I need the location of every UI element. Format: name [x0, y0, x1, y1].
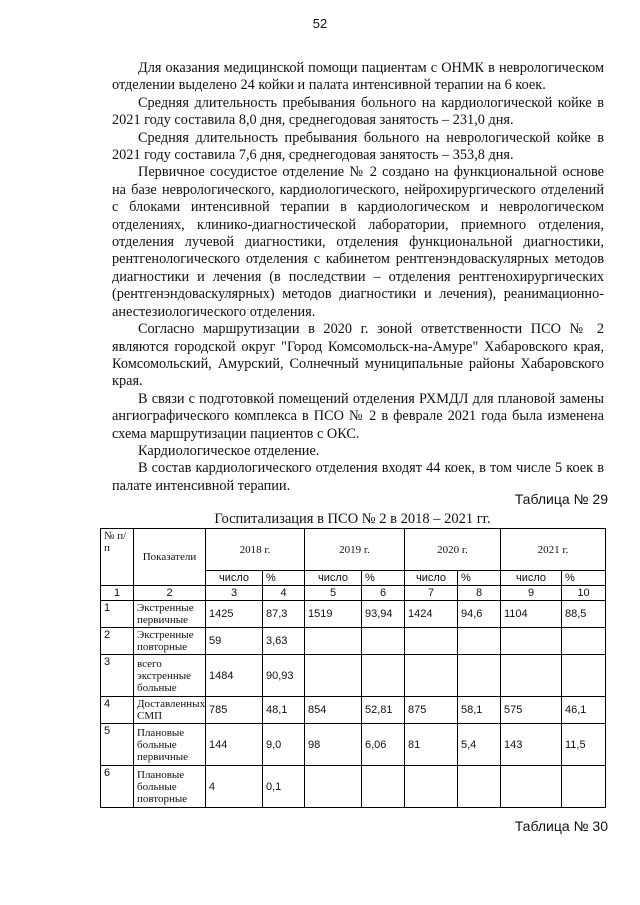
column-number: 4: [263, 586, 305, 601]
row-label: всего экстренные больные: [134, 655, 206, 697]
row-num: 2: [101, 628, 134, 655]
cell: 88,5: [562, 601, 606, 628]
cell: 11,5: [562, 724, 606, 766]
header-year: 2018 г.: [206, 529, 305, 571]
cell: [501, 655, 562, 697]
column-number: 5: [305, 586, 362, 601]
cell: [562, 766, 606, 808]
cell: 87,3: [263, 601, 305, 628]
header-indicator: Показатели: [134, 529, 206, 586]
cell: [362, 766, 405, 808]
cell: [305, 766, 362, 808]
row-num: 1: [101, 601, 134, 628]
subheader-pct: %: [458, 571, 501, 586]
cell: [458, 628, 501, 655]
paragraph: Первичное сосудистое отделение № 2 создано на функциональной основе на базе неврологического, кардиологического, нейрохирургического отделений с блоками интенсивной терапии в кардиологическом и неврологическом отделениях, клинико-диагностической лаборатории, приемного отделения, отделения лучевой диагностики, отделения функциональной диагностики, рентгенологического отделения с кабинетом рентгенэндоваскулярных методов диагностики и лечения (в последствии – отделения рентгенохирургических (рентгенэндоваскулярных) методов диагностики и лечения), реанимационно-анестезиологического отделения.: [112, 164, 604, 320]
cell: 4: [206, 766, 263, 808]
cell: 58,1: [458, 697, 501, 724]
cell: 875: [405, 697, 458, 724]
row-label: Экстренные первичные: [134, 601, 206, 628]
header-year: 2021 г.: [501, 529, 606, 571]
column-number: 9: [501, 586, 562, 601]
column-number: 7: [405, 586, 458, 601]
row-label: Плановые больные повторные: [134, 766, 206, 808]
cell: [405, 655, 458, 697]
cell: 143: [501, 724, 562, 766]
cell: 48,1: [263, 697, 305, 724]
table-row: [101, 766, 606, 808]
subheader-count: число: [501, 571, 562, 586]
table-30-caption: Таблица № 30: [514, 818, 608, 834]
cell: [362, 655, 405, 697]
column-number: 10: [562, 586, 606, 601]
cell: [405, 628, 458, 655]
paragraph: Кардиологическое отделение.: [138, 442, 320, 459]
cell: [501, 628, 562, 655]
column-number: 2: [134, 586, 206, 601]
cell: 93,94: [362, 601, 405, 628]
table-29-title: Госпитализация в ПСО № 2 в 2018 – 2021 гг.: [214, 511, 491, 527]
table-row: [101, 724, 606, 766]
cell: 90,93: [263, 655, 305, 697]
paragraph: Согласно маршрутизации в 2020 г. зоной ответственности ПСО № 2 являются городской округ "Город Комсомольск-на-Амуре" Хабаровского края, Комсомольский, Амурский, Солнечный муниципальные районы Хабаровского края.: [112, 321, 604, 390]
cell: 98: [305, 724, 362, 766]
cell: 46,1: [562, 697, 606, 724]
cell: 575: [501, 697, 562, 724]
column-number: 1: [101, 586, 134, 601]
cell: 1104: [501, 601, 562, 628]
cell: 3,63: [263, 628, 305, 655]
row-num: 6: [101, 766, 134, 808]
column-number-row: [101, 586, 606, 601]
header-year: 2020 г.: [405, 529, 501, 571]
hospitalization-table: [100, 528, 606, 808]
cell: [405, 766, 458, 808]
header-year: 2019 г.: [305, 529, 405, 571]
cell: 6,06: [362, 724, 405, 766]
paragraph: В связи с подготовкой помещений отделения РХМДЛ для плановой замены ангиографического комплекса в ПСО № 2 в феврале 2021 года была изменена схема маршрутизации пациентов с ОКС.: [112, 390, 604, 442]
paragraph: В состав кардиологического отделения входят 44 коек, в том числе 5 коек в палате интенсивной терапии.: [112, 460, 604, 494]
table-row: [101, 601, 606, 628]
cell: 854: [305, 697, 362, 724]
row-num: 3: [101, 655, 134, 697]
page-number: 52: [312, 16, 328, 31]
cell: 1425: [206, 601, 263, 628]
subheader-count: число: [405, 571, 458, 586]
table-header-row: [101, 529, 606, 571]
cell: 1484: [206, 655, 263, 697]
cell: 9,0: [263, 724, 305, 766]
column-number: 6: [362, 586, 405, 601]
body-text: [112, 60, 604, 495]
subheader-pct: %: [562, 571, 606, 586]
subheader-pct: %: [263, 571, 305, 586]
cell: 0,1: [263, 766, 305, 808]
cell: [362, 628, 405, 655]
column-number: 3: [206, 586, 263, 601]
cell: [562, 655, 606, 697]
subheader-count: число: [206, 571, 263, 586]
table-29-caption: Таблица № 29: [514, 491, 608, 507]
cell: 785: [206, 697, 263, 724]
row-label: Экстренные повторные: [134, 628, 206, 655]
cell: 144: [206, 724, 263, 766]
row-label: Плановые больные первичные: [134, 724, 206, 766]
cell: [305, 655, 362, 697]
subheader-pct: %: [362, 571, 405, 586]
row-label: Доставленных СМП: [134, 697, 206, 724]
row-num: 4: [101, 697, 134, 724]
paragraph: Средняя длительность пребывания больного на кардиологической койке в 2021 году составила 8,0 дня, среднегодовая занятость – 231,0 дня.: [112, 94, 604, 129]
cell: 52,81: [362, 697, 405, 724]
cell: [501, 766, 562, 808]
cell: [458, 655, 501, 697]
cell: 81: [405, 724, 458, 766]
column-number: 8: [458, 586, 501, 601]
table-row: [101, 628, 606, 655]
paragraph: Для оказания медицинской помощи пациентам с ОНМК в неврологическом отделении выделено 24 койки и палата интенсивной терапии на 6 коек.: [112, 60, 604, 94]
cell: 1424: [405, 601, 458, 628]
cell: [305, 628, 362, 655]
cell: [562, 628, 606, 655]
header-num: № п/п: [101, 529, 134, 586]
row-num: 5: [101, 724, 134, 766]
cell: 59: [206, 628, 263, 655]
table-row: [101, 697, 606, 724]
cell: [458, 766, 501, 808]
paragraph: Средняя длительность пребывания больного на неврологической койке в 2021 году составила 7,6 дня, среднегодовая занятость – 353,8 дня.: [112, 129, 604, 164]
cell: 1519: [305, 601, 362, 628]
table-row: [101, 655, 606, 697]
subheader-count: число: [305, 571, 362, 586]
cell: 94,6: [458, 601, 501, 628]
cell: 5,4: [458, 724, 501, 766]
